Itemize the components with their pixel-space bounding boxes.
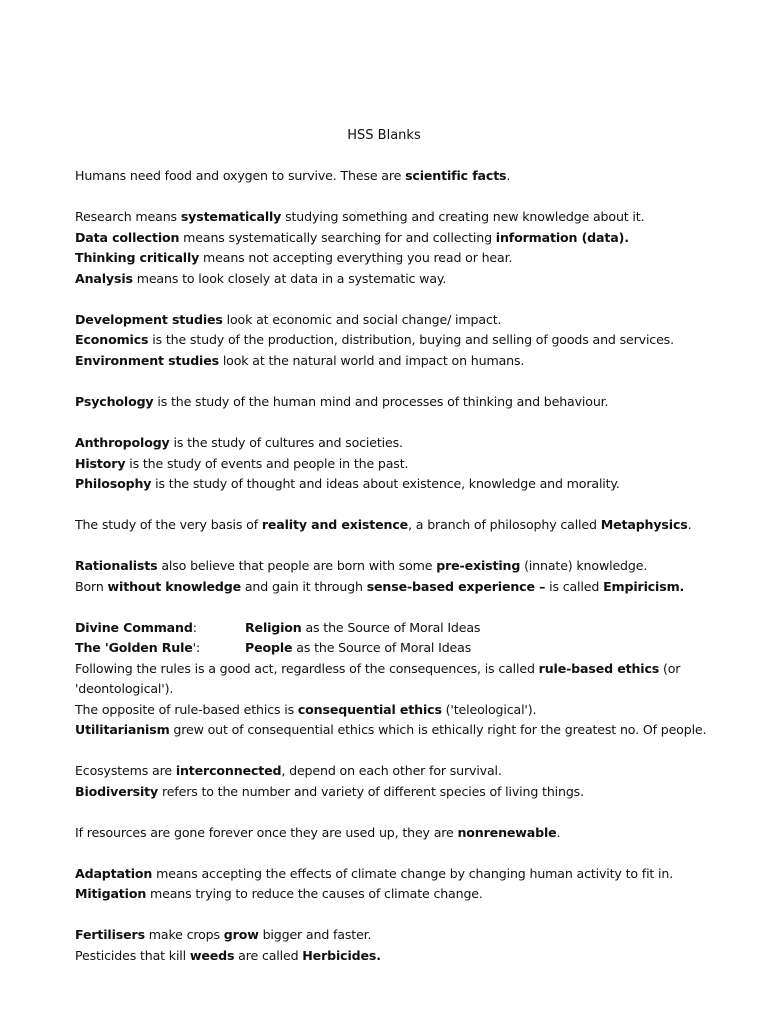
text-segment: . — [506, 168, 511, 183]
bold-term: Anthropology — [75, 435, 170, 450]
text-segment: 'deontological'). — [75, 681, 174, 696]
text-segment: also believe that people are born with some — [157, 558, 437, 573]
page-title: HSS Blanks — [347, 128, 421, 143]
bold-term: Metaphysics — [600, 517, 688, 532]
text-segment: Pesticides that kill — [75, 948, 190, 963]
text-line — [75, 679, 173, 699]
bold-term: nonrenewable — [457, 825, 557, 840]
bold-term: without knowledge — [107, 579, 242, 594]
bold-term: Rationalists — [75, 558, 158, 573]
text-segment: is the study of events and people in the past. — [125, 456, 409, 471]
text-line — [75, 207, 644, 227]
bold-term: Herbicides. — [302, 948, 381, 963]
text-line — [75, 884, 483, 904]
text-segment: (or — [659, 661, 681, 676]
text-segment: ('teleological'). — [441, 702, 537, 717]
text-line — [75, 782, 584, 802]
text-segment: The study of the very basis of — [75, 517, 262, 532]
bold-term: Religion — [245, 620, 302, 635]
text-line — [75, 761, 502, 781]
bold-term: Biodiversity — [75, 784, 159, 799]
bold-term: scientific facts — [405, 168, 507, 183]
text-line — [75, 454, 408, 474]
text-line — [75, 515, 691, 535]
bold-term: Development studies — [75, 312, 223, 327]
text-line — [75, 248, 512, 268]
text-segment: Research means — [75, 209, 181, 224]
bold-term: sense-based experience – — [366, 579, 546, 594]
text-line — [75, 700, 536, 720]
text-segment: is the study of the production, distribution, buying and selling of goods and services. — [148, 332, 674, 347]
text-segment: means to look closely at data in a systematic way. — [132, 271, 447, 286]
bold-term: Philosophy — [75, 476, 152, 491]
bold-term: Economics — [75, 332, 149, 347]
text-segment: and gain it through — [241, 579, 367, 594]
bold-term: weeds — [189, 948, 235, 963]
text-segment: make crops — [144, 927, 224, 942]
bold-term: interconnected — [175, 763, 282, 778]
text-line-col2 — [245, 618, 480, 638]
text-segment: refers to the number and variety of different species of living things. — [158, 784, 584, 799]
text-segment: is the study of thought and ideas about existence, knowledge and morality. — [151, 476, 620, 491]
text-line — [75, 474, 620, 494]
text-segment: means systematically searching for and collecting — [179, 230, 496, 245]
text-line — [75, 433, 403, 453]
text-line — [75, 925, 371, 945]
bold-term: Analysis — [75, 271, 133, 286]
text-line — [75, 269, 446, 289]
text-segment: . — [556, 825, 561, 840]
bold-term: reality and existence — [261, 517, 409, 532]
text-line — [75, 946, 381, 966]
text-line — [75, 556, 647, 576]
text-line — [75, 330, 674, 350]
bold-term: Thinking critically — [75, 250, 200, 265]
bold-term: grow — [223, 927, 259, 942]
bold-term: Mitigation — [75, 886, 147, 901]
bold-term: Utilitarianism — [75, 722, 170, 737]
text-segment: Humans need food and oxygen to survive. These are — [75, 168, 406, 183]
text-segment: The opposite of rule-based ethics is — [75, 702, 298, 717]
bold-term: People — [245, 640, 293, 655]
text-segment: as the Source of Moral Ideas — [292, 640, 472, 655]
bold-term: History — [75, 456, 126, 471]
bold-term: information (data). — [495, 230, 629, 245]
text-line-col2 — [245, 638, 471, 658]
text-segment: If resources are gone forever once they are used up, they are — [75, 825, 458, 840]
text-segment: means accepting the effects of climate change by changing human activity to fit in. — [152, 866, 674, 881]
text-line — [75, 577, 684, 597]
bold-term: Empiricism. — [603, 579, 685, 594]
text-line — [75, 392, 608, 412]
text-segment: ': — [192, 640, 201, 655]
text-segment: Following the rules is a good act, regardless of the consequences, is called — [75, 661, 539, 676]
text-line — [75, 310, 501, 330]
text-segment: are called — [234, 948, 303, 963]
text-line — [75, 228, 629, 248]
text-line — [75, 166, 510, 186]
text-segment: look at the natural world and impact on humans. — [218, 353, 525, 368]
bold-term: consequential ethics — [297, 702, 442, 717]
text-line — [75, 823, 560, 843]
bold-term: rule-based ethics — [538, 661, 660, 676]
bold-term: Psychology — [75, 394, 154, 409]
text-line — [75, 618, 197, 638]
text-line — [75, 351, 524, 371]
text-line — [75, 864, 673, 884]
text-segment: , depend on each other for survival. — [281, 763, 502, 778]
text-segment: means trying to reduce the causes of climate change. — [146, 886, 483, 901]
text-segment: , a branch of philosophy called — [408, 517, 601, 532]
text-segment: Born — [75, 579, 108, 594]
text-segment: means not accepting everything you read or hear. — [199, 250, 513, 265]
bold-term: The 'Golden Rule — [75, 640, 193, 655]
text-segment: studying something and creating new knowledge about it. — [281, 209, 645, 224]
bold-term: Data collection — [75, 230, 180, 245]
text-segment: . — [687, 517, 692, 532]
text-segment: grew out of consequential ethics which is ethically right for the greatest no. Of people. — [169, 722, 707, 737]
text-segment: is called — [545, 579, 604, 594]
text-segment: is the study of cultures and societies. — [169, 435, 403, 450]
text-segment: look at economic and social change/ impact. — [222, 312, 502, 327]
bold-term: pre-existing — [436, 558, 521, 573]
text-segment: (innate) knowledge. — [520, 558, 648, 573]
text-line — [75, 720, 706, 740]
text-segment: : — [192, 620, 197, 635]
text-line — [75, 659, 680, 679]
text-segment: bigger and faster. — [258, 927, 372, 942]
bold-term: systematically — [180, 209, 282, 224]
bold-term: Divine Command — [75, 620, 193, 635]
text-segment: Ecosystems are — [75, 763, 176, 778]
text-segment: is the study of the human mind and processes of thinking and behaviour. — [153, 394, 609, 409]
bold-term: Fertilisers — [75, 927, 145, 942]
text-segment: as the Source of Moral Ideas — [301, 620, 481, 635]
text-line — [75, 638, 200, 658]
bold-term: Adaptation — [75, 866, 153, 881]
bold-term: Environment studies — [75, 353, 219, 368]
